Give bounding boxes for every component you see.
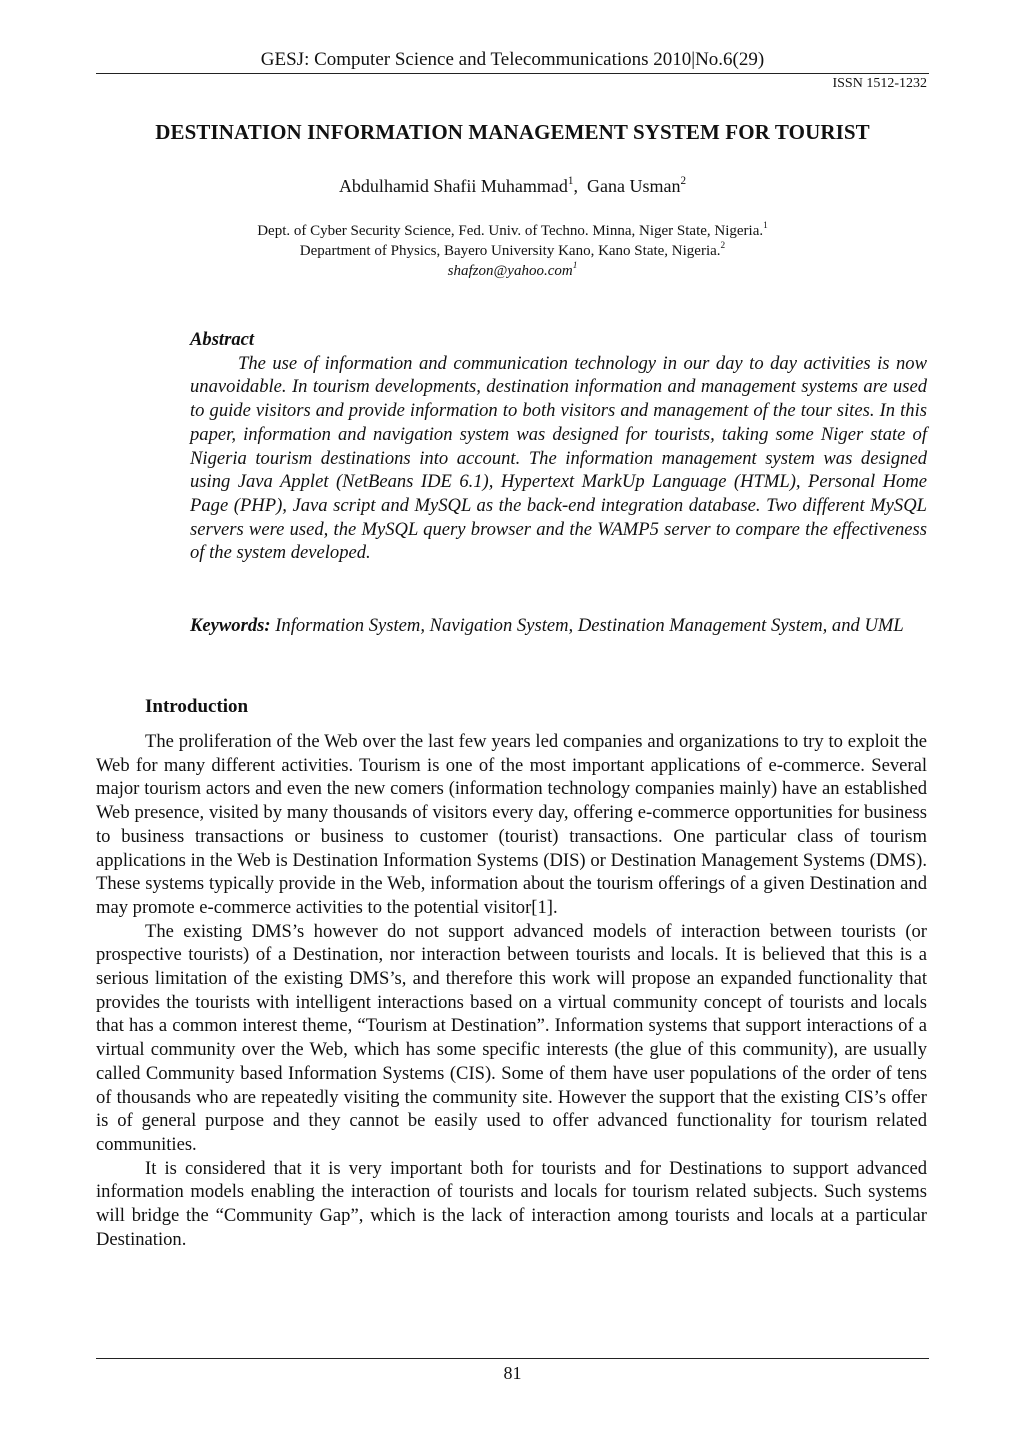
affiliation-2 <box>96 241 929 261</box>
introduction-heading: Introduction <box>145 696 249 717</box>
page-number: 81 <box>503 1363 522 1383</box>
paper-title: DESTINATION INFORMATION MANAGEMENT SYSTEM FOR TOURIST <box>155 120 870 144</box>
keywords-text: Information System, Navigation System, Destination Management System, and UML <box>270 615 904 636</box>
abstract-section <box>190 328 927 565</box>
affiliations <box>96 221 929 281</box>
email-sup: 1 <box>572 261 578 272</box>
author-email <box>96 261 929 281</box>
paragraph: The proliferation of the Web over the last few years led companies and organizations to try to exploit the Web for many different activities. Tourism is one of the most important applications of e-commerce. Several major tourism actors and even the new comers (information technology companies mainly) have an established Web presence, visited by many thousands of visitors every day, offering e-commerce opportunities for business to business transactions or business to customer (tourist) transactions. One particular class of tourism applications in the Web is Destination Information Systems (DIS) or Destination Management Systems (DMS). These systems typically provide in the Web, information about the tourism offerings of a given Destination and may promote e-commerce activities to the potential visitor[1]. <box>96 731 927 918</box>
authors <box>96 173 929 199</box>
email-text: shafzon@yahoo.com <box>447 263 573 279</box>
paragraph: The existing DMS’s however do not support advanced models of interaction between tourists (or prospective tourists) of a Destination, nor interaction between tourists and locals. It is believed that this is a serious limitation of the existing DMS’s, and therefore this work will propose an expanded functionality that provides the tourists with intelligent interactions based on a virtual community concept of tourists and locals that has a common interest theme, “Tourism at Destination”. Information systems that support interactions of a virtual community over the Web, which has some specific interests (the glue of this community), are usually called Community based Information Systems (CIS). Some of them have user populations of the order of tens of thousands who are repeatedly visiting the community site. However the support that the existing CIS’s offer is of general purpose and they cannot be easily used to offer advanced functionality for tourism related communities. <box>96 920 927 1155</box>
keywords-label: Keywords: <box>190 615 271 636</box>
author-2: Gana Usman <box>587 176 681 196</box>
affiliation-2-text: Department of Physics, Bayero University Kano, Kano State, Nigeria. <box>299 243 721 259</box>
header-rule <box>96 73 929 74</box>
footer-rule <box>96 1358 929 1359</box>
keywords-section <box>190 614 927 638</box>
affiliation-1-sup: 1 <box>763 221 768 232</box>
paragraph: It is considered that it is very important both for tourists and for Destinations to support advanced information models enabling the interaction of tourists and locals for tourism related subjects. Such systems will bridge the “Community Gap”, which is the lack of interaction among tourists and locals at a particular Destination. <box>96 1157 927 1250</box>
introduction-body <box>96 730 927 1251</box>
journal-header: GESJ: Computer Science and Telecommunications 2010|No.6(29) <box>260 49 765 70</box>
affiliation-1 <box>96 221 929 241</box>
author-separator: , <box>573 176 587 196</box>
abstract-heading: Abstract <box>190 329 255 350</box>
affiliation-1-text: Dept. of Cyber Security Science, Fed. Univ. of Techno. Minna, Niger State, Nigeria. <box>257 223 764 239</box>
author-1-sup: 1 <box>567 174 574 187</box>
abstract-text: The use of information and communication technology in our day to day activities is now unavoidable. In tourism developments, destination information and management systems are used to guide visitors and provide information to both visitors and management of the tour sites. In this paper, information and navigation system was designed for tourists, taking some Niger state of Nigeria tourism destinations into account. The information management system was designed using Java Applet (NetBeans IDE 6.1), Hypertext MarkUp Language (HTML), Personal Home Page (PHP), Java script and MySQL as the back-end integration database. Two different MySQL servers were used, the MySQL query browser and the WAMP5 server to compare the effectiveness of the system developed. <box>190 352 927 564</box>
author-1: Abdulhamid Shafii Muhammad <box>338 176 568 196</box>
issn: ISSN 1512-1232 <box>832 76 927 91</box>
affiliation-2-sup: 2 <box>720 241 726 252</box>
author-2-sup: 2 <box>680 174 687 187</box>
